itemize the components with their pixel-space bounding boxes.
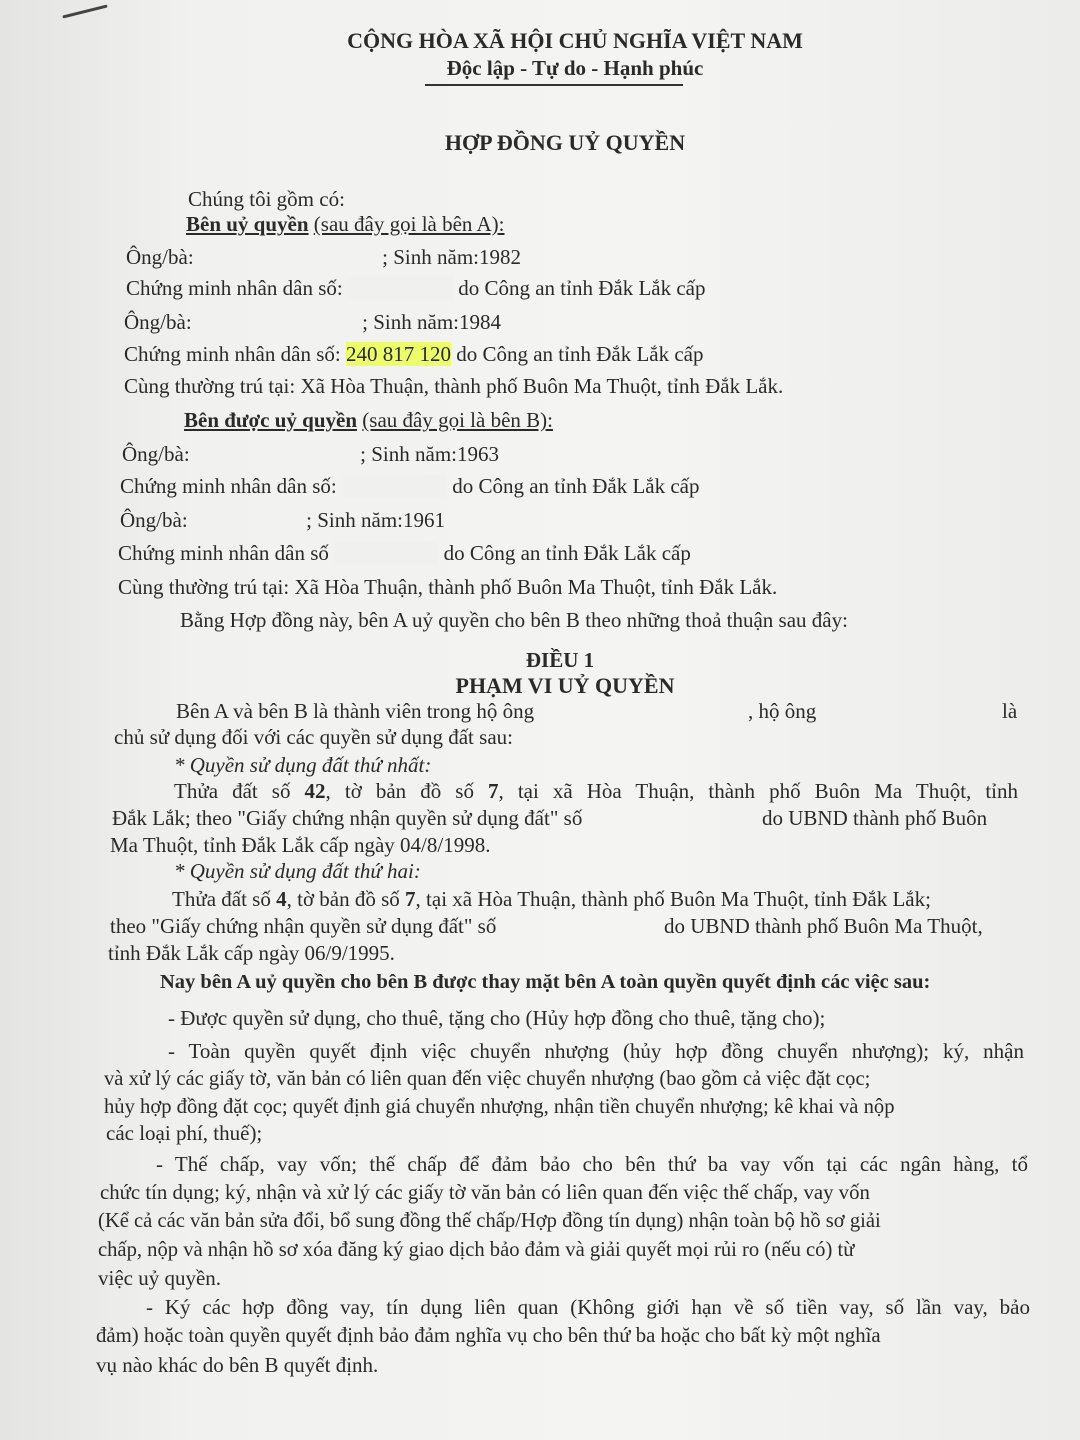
right1-line2-b: do UBND thành phố Buôn — [762, 806, 988, 830]
party-a-title: Bên uỷ quyền — [186, 212, 309, 236]
scope-heading: Nay bên A uỷ quyền cho bên B được thay mặt bên A toàn quyền quyết định các việc sau: — [160, 971, 931, 993]
party-a-suffix: (sau đây gọi là bên A): — [313, 212, 505, 236]
intro-text: Chúng tôi gồm có: — [188, 187, 345, 211]
scope-item-3-line2: chức tín dụng; ký, nhận và xử lý các giấy tờ văn bản có liên quan đến việc thế chấp, vay vốn — [100, 1181, 870, 1204]
party-b-suffix: (sau đây gọi là bên B): — [362, 408, 553, 432]
scope-item-2-line2: và xử lý các giấy tờ, văn bản có liên quan đến việc chuyển nhượng (bao gồm cả việc đặt cọc; — [104, 1068, 871, 1090]
party-b-person-1 — [122, 441, 499, 467]
id-label: Chứng minh nhân dân số: — [120, 474, 337, 498]
right2-line2-a: theo "Giấy chứng nhận quyền sử dụng đất" số — [110, 914, 497, 938]
person-birth: ; Sinh năm:1982 — [382, 245, 521, 269]
person-birth: ; Sinh năm:1961 — [306, 508, 445, 532]
id-number-redacted — [342, 474, 447, 498]
id-issuer: do Công an tỉnh Đắk Lắk cấp — [458, 276, 706, 300]
id-label: Chứng minh nhân dân số: — [124, 342, 341, 366]
scope-item-1: - Được quyền sử dụng, cho thuê, tặng cho (Hủy hợp đồng cho thuê, tặng cho); — [168, 1006, 826, 1030]
id-label: Chứng minh nhân dân số — [118, 541, 329, 565]
person-label: Ông/bà: — [120, 508, 188, 532]
agreement-intro: Bằng Hợp đồng này, bên A uỷ quyền cho bên B theo những thoả thuận sau đây: — [180, 608, 848, 632]
party-b-id-1 — [120, 473, 700, 499]
scope-item-4-line1: - Ký các hợp đồng vay, tín dụng liên quan (Không giới hạn về số tiền vay, số lần vay, bảo — [146, 1295, 1030, 1319]
scope-item-3-line4: chấp, nộp và nhận hồ sơ xóa đăng ký giao dịch bảo đảm và giải quyết mọi rủi ro (nếu có) từ — [98, 1239, 855, 1261]
party-b-person-2 — [120, 507, 445, 533]
right1-line3: Ma Thuột, tỉnh Đắk Lắk cấp ngày 04/8/1998. — [110, 833, 491, 857]
right2-line1: Thửa đất số 4, tờ bản đồ số 7, tại xã Hòa Thuận, thành phố Buôn Ma Thuột, tỉnh Đắk Lắk; — [172, 887, 931, 911]
party-a-heading — [186, 211, 505, 237]
id-number-redacted — [348, 276, 453, 300]
article1-p1-c: là — [1002, 699, 1018, 723]
scope-item-3-line1: - Thế chấp, vay vốn; thế chấp để đảm bảo cho bên thứ ba vay vốn tại các ngân hàng, tổ — [156, 1152, 1028, 1176]
motto-underline — [425, 84, 683, 86]
scope-item-2-line4: các loại phí, thuế); — [106, 1121, 263, 1145]
right1-line2-a: Đắk Lắk; theo "Giấy chứng nhận quyền sử dụng đất" số — [112, 806, 583, 830]
party-a-id-1 — [126, 275, 706, 301]
party-b-heading — [184, 407, 553, 433]
article-number: ĐIỀU 1 — [525, 648, 595, 672]
article1-p1-a: Bên A và bên B là thành viên trong hộ ông — [176, 699, 535, 723]
person-label: Ông/bà: — [122, 442, 190, 466]
nation-heading: CỘNG HÒA XÃ HỘI CHỦ NGHĨA VIỆT NAM — [347, 28, 803, 53]
person-label: Ông/bà: — [124, 310, 192, 334]
party-b-title: Bên được uỷ quyền — [184, 408, 358, 432]
scope-item-3-line3: (Kể cả các văn bản sửa đổi, bổ sung đồng thế chấp/Hợp đồng tín dụng) nhận toàn bộ hồ sơ giải — [98, 1210, 881, 1232]
right1-line1: Thửa đất số 42, tờ bản đồ số 7, tại xã Hòa Thuận, thành phố Buôn Ma Thuột, tỉnh — [174, 779, 1019, 803]
scope-item-2-line1: - Toàn quyền quyết định việc chuyển nhượng (hủy hợp đồng chuyển nhượng); ký, nhận — [168, 1039, 1024, 1063]
scope-item-4-line3: vụ nào khác do bên B quyết định. — [96, 1353, 379, 1377]
id-number: 240 817 120 — [345, 342, 451, 366]
id-label: Chứng minh nhân dân số: — [126, 276, 343, 300]
id-issuer: do Công an tỉnh Đắk Lắk cấp — [456, 342, 704, 366]
article1-p1-b: , hộ ông — [748, 699, 817, 723]
id-number-redacted — [334, 541, 438, 565]
scope-item-4-line2: đảm) hoặc toàn quyền quyết định bảo đảm nghĩa vụ cho bên thứ ba hoặc cho bất kỳ một nghĩa — [96, 1324, 881, 1347]
scope-item-3-line5: việc uỷ quyền. — [98, 1266, 222, 1290]
pen-mark — [62, 4, 107, 18]
id-issuer: do Công an tỉnh Đắk Lắk cấp — [443, 541, 691, 565]
right1-heading: * Quyền sử dụng đất thứ nhất: — [174, 753, 432, 777]
party-a-person-1 — [126, 244, 521, 270]
right2-line3: tỉnh Đắk Lắk cấp ngày 06/9/1995. — [108, 941, 395, 965]
party-a-person-2 — [124, 309, 501, 335]
scope-item-2-line3: hủy hợp đồng đặt cọc; quyết định giá chuyển nhượng, nhận tiền chuyển nhượng; kê khai và nộp — [104, 1096, 895, 1118]
person-birth: ; Sinh năm:1963 — [360, 442, 499, 466]
party-b-id-2 — [118, 540, 691, 566]
id-issuer: do Công an tỉnh Đắk Lắk cấp — [452, 474, 700, 498]
motto: Độc lập - Tự do - Hạnh phúc — [446, 56, 704, 80]
person-birth: ; Sinh năm:1984 — [362, 310, 501, 334]
article1-p1-line2: chủ sử dụng đối với các quyền sử dụng đất sau: — [114, 725, 513, 749]
party-a-residence: Cùng thường trú tại: Xã Hòa Thuận, thành phố Buôn Ma Thuột, tỉnh Đắk Lắk. — [124, 374, 784, 398]
document-title: HỢP ĐỒNG UỶ QUYỀN — [444, 130, 686, 155]
right2-line2-b: do UBND thành phố Buôn Ma Thuột, — [664, 914, 983, 938]
party-a-id-2 — [124, 341, 704, 367]
right2-heading: * Quyền sử dụng đất thứ hai: — [174, 859, 421, 883]
party-b-residence: Cùng thường trú tại: Xã Hòa Thuận, thành phố Buôn Ma Thuột, tỉnh Đắk Lắk. — [118, 575, 778, 599]
article-name: PHẠM VI UỶ QUYỀN — [455, 673, 675, 698]
person-label: Ông/bà: — [126, 245, 194, 269]
